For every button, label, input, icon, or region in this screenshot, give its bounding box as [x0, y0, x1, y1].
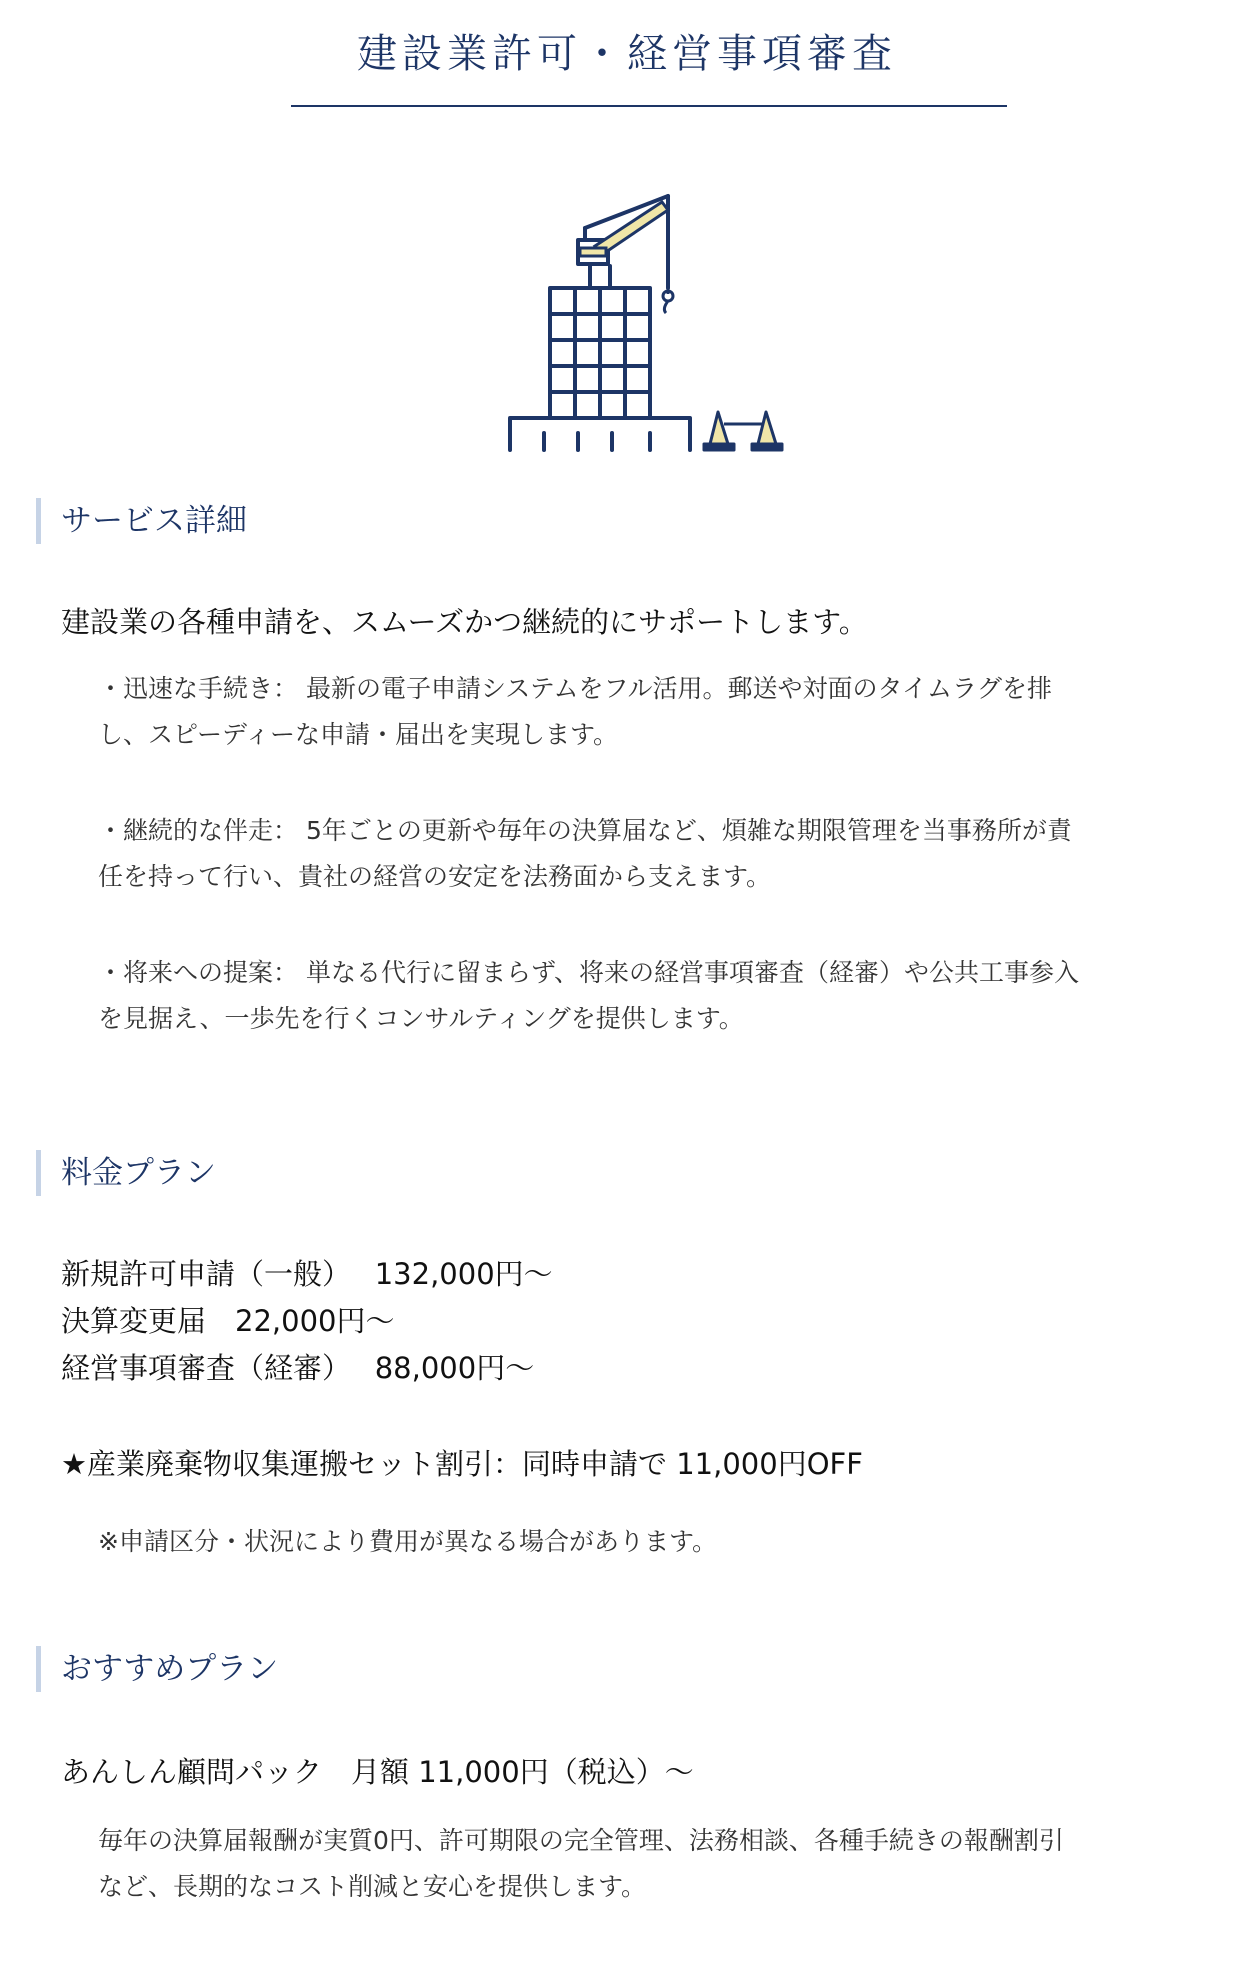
section-heading-service: サービス詳細 — [36, 498, 247, 544]
section-heading-pricing: 料金プラン — [36, 1150, 216, 1196]
page-title: 建設業許可・経営事項審査 — [357, 31, 897, 77]
construction-crane-building-icon — [500, 188, 800, 458]
service-item-speed-line2: し、スピーディーな申請・届出を実現します。 — [98, 720, 619, 749]
service-item-proposal-line1: ・将来への提案： 単なる代行に留まらず、将来の経営事項審査（経審）や公共工事参入 — [98, 958, 1079, 987]
recommended-description — [98, 1818, 1208, 1910]
price-note: ※申請区分・状況により費用が異なる場合があります。 — [98, 1527, 717, 1556]
service-item-support — [98, 808, 1208, 900]
service-item-proposal — [98, 950, 1208, 1042]
service-lead: 建設業の各種申請を、スムーズかつ継続的にサポートします。 — [61, 605, 868, 639]
recommended-description-line2: など、長期的なコスト削減と安心を提供します。 — [98, 1872, 647, 1901]
service-item-support-line2: 任を持って行い、貴社の経営の安定を法務面から支えます。 — [98, 862, 772, 891]
service-item-speed — [98, 666, 1208, 758]
price-settlement-change: 決算変更届 22,000円〜 — [61, 1304, 395, 1338]
price-new-permit: 新規許可申請（一般） 132,000円〜 — [61, 1257, 553, 1291]
recommended-plan: あんしん顧問パック 月額 11,000円（税込）〜 — [61, 1755, 694, 1789]
section-heading-recommended: おすすめプラン — [36, 1646, 278, 1692]
service-item-proposal-line2: を見据え、一歩先を行くコンサルティングを提供します。 — [98, 1004, 744, 1033]
service-item-speed-line1: ・迅速な手続き： 最新の電子申請システムをフル活用。郵送や対面のタイムラグを排 — [98, 674, 1052, 703]
recommended-description-line1: 毎年の決算届報酬が実質0円、許可期限の完全管理、法務相談、各種手続きの報酬割引 — [98, 1826, 1064, 1855]
price-discount: ★産業廃棄物収集運搬セット割引：同時申請で 11,000円OFF — [61, 1447, 863, 1481]
service-item-support-line1: ・継続的な伴走： 5年ごとの更新や毎年の決算届など、煩雑な期限管理を当事務所が責 — [98, 816, 1072, 845]
price-business-review: 経営事項審査（経審） 88,000円〜 — [61, 1351, 535, 1385]
title-divider — [291, 105, 1007, 107]
